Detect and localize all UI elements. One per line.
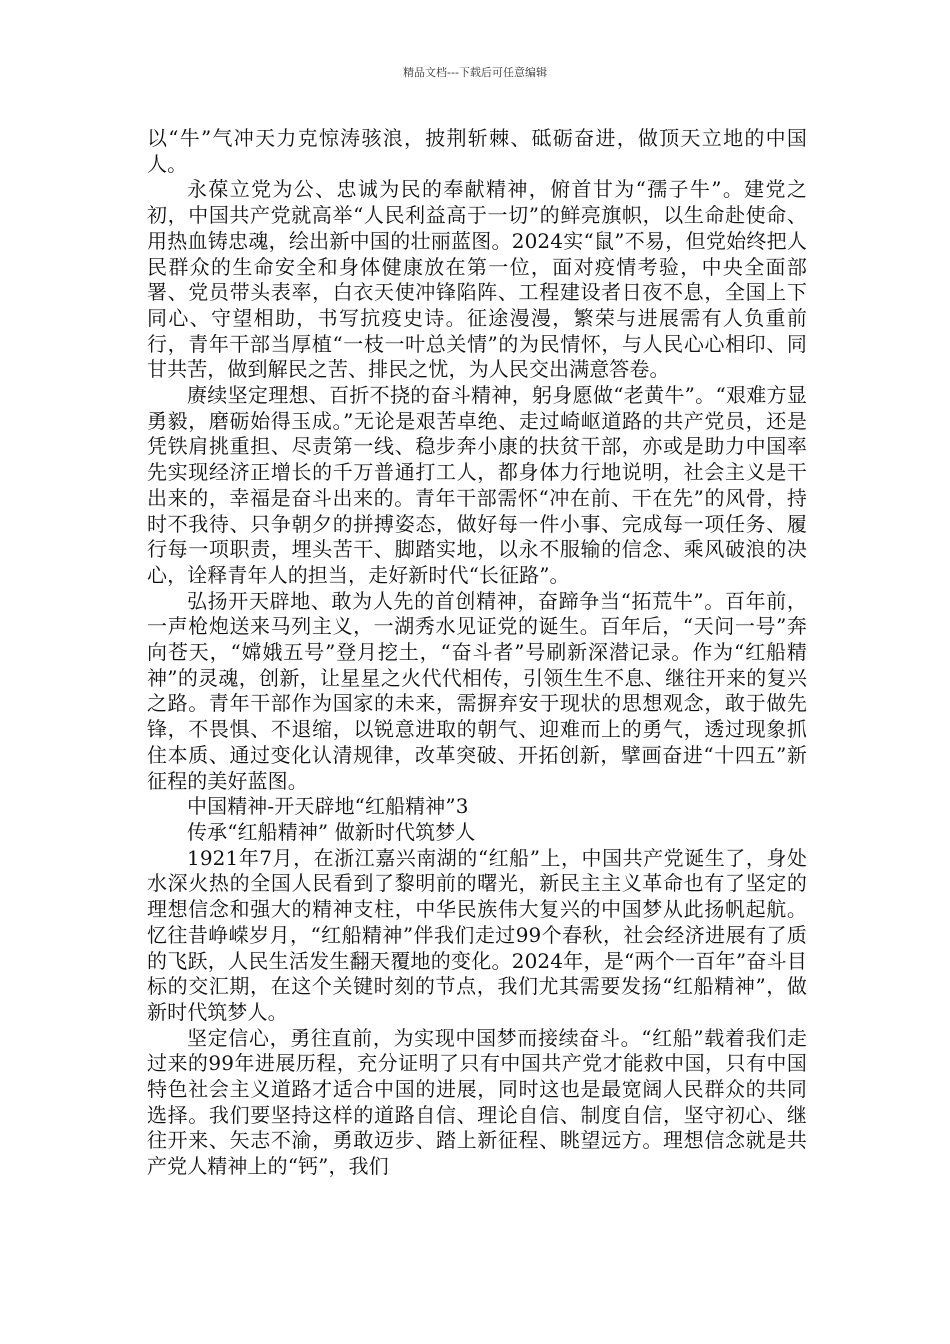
page-header: 精品文档---下载后可任意编辑 (403, 66, 547, 79)
paragraph-3: 赓续坚定理想、百折不挠的奋斗精神，躬身愿做“老黄牛”。“艰难方显勇毅，磨砺始得玉成。”无论是艰苦卓绝、走过崎岖道路的共产党员，还是凭铁肩挑重担、尽责第一线、稳步奔小康的扶贫干部，亦或是助力中国率先实现经济正增长的千万普通打工人，都身体力行地说明，社会主义是干出来的，幸福是奋斗出来的。青年干部需怀“冲在前、干在先”的风骨，持时不我待、只争朝夕的拼搏姿态，做好每一件小事、完成每一项任务、履行每一项职责，埋头苦干、脚踏实地，以永不服输的信念、乘风破浪的决心，诠释青年人的担当，走好新时代“长征路”。 (147, 383, 807, 587)
paragraph-6: 坚定信心，勇往直前，为实现中国梦而接续奋斗。“红船”载着我们走过来的99年进展历程，充分证明了只有中国共产党才能救中国，只有中国特色社会主义道路才适合中国的进展，同时这也是最宽阔人民群众的共同选择。我们要坚持这样的道路自信、理论自信、制度自信，坚守初心、继往开来、矢志不渝，勇敢迈步、踏上新征程、眺望远方。理想信念就是共产党人精神上的“钙”，我们 (147, 1025, 807, 1179)
paragraph-4: 弘扬开天辟地、敢为人先的首创精神，奋蹄争当“拓荒牛”。百年前，一声枪炮送来马列主义，一湖秀水见证党的诞生。百年后，“天问一号”奔向苍天，“嫦娥五号”登月挖土，“奋斗者”号刷新深潜记录。作为“红船精神”的灵魂，创新，让星星之火代代相传，引领生生不息、继往开来的复兴之路。青年干部作为国家的未来，需摒弃安于现状的思想观念，敢于做先锋，不畏惧、不退缩，以锐意进取的朝气、迎难而上的勇气，透过现象抓住本质、通过变化认清规律，改革突破、开拓创新，擘画奋进“十四五”新征程的美好蓝图。 (147, 588, 807, 793)
paragraph-2: 永葆立党为公、忠诚为民的奉献精神，俯首甘为“孺子牛”。建党之初，中国共产党就高举“人民利益高于一切”的鲜亮旗帜，以生命赴使命、用热血铸忠魂，绘出新中国的壮丽蓝图。2024实“鼠”不易，但党始终把人民群众的生命安全和身体健康放在第一位，面对疫情考验，中央全面部署、党员带头表率，白衣天使冲锋陷阵、工程建设者日夜不息，全国上下同心、守望相助，书写抗疫史诗。征途漫漫，繁荣与进展需有人负重前行，青年干部当厚植“一枝一叶总关情”的为民情怀，与人民心心相印、同甘共苦，做到解民之苦、排民之忧，为人民交出满意答卷。 (147, 177, 807, 382)
paragraph-1: 以“牛”气冲天力克惊涛骇浪，披荆斩棘、砥砺奋进，做顶天立地的中国人。 (147, 126, 807, 176)
document-body (147, 126, 807, 1180)
article-title: 传承“红船精神” 做新时代筑梦人 (187, 819, 476, 844)
section-heading: 中国精神-开天辟地“红船精神”3 (187, 794, 469, 819)
paragraph-5: 1921年7月，在浙江嘉兴南湖的“红船”上，中国共产党诞生了，身处水深火热的全国人民看到了黎明前的曙光，新民主主义革命也有了坚定的理想信念和强大的精神支柱，中华民族伟大复兴的中国梦从此扬帆起航。忆往昔峥嵘岁月，“红船精神”伴我们走过99个春秋，社会经济进展有了质的飞跃，人民生活发生翻天覆地的变化。2024年，是“两个一百年”奋斗目标的交汇期，在这个关键时刻的节点，我们尤其需要发扬“红船精神”，做新时代筑梦人。 (147, 845, 807, 1024)
